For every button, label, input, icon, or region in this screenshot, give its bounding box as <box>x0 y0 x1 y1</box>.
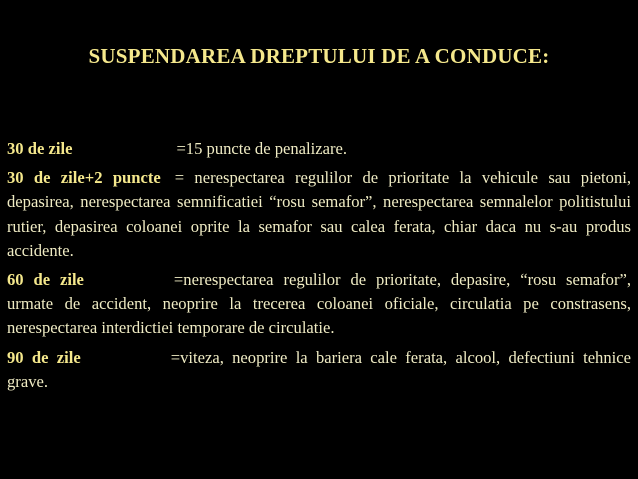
entry-text: =nerespectarea regulilor de prioritate, depasire, “rosu semafor”, urmate de accident, neoprire la trecerea coloanei oficiale, circulatia pe constrasens, nerespectarea interdictiei temporare de circulatie. <box>7 270 631 338</box>
entry-60-days <box>7 268 631 341</box>
entry-30-days-2-points <box>7 166 631 263</box>
entry-30-days <box>7 137 631 161</box>
suspension-list <box>7 137 631 399</box>
entry-text: =15 puncte de penalizare. <box>176 139 348 158</box>
entry-label: 30 de zile <box>7 139 73 158</box>
entry-label: 60 de zile <box>7 270 84 290</box>
entry-label: 90 de zile <box>7 347 81 367</box>
entry-90-days <box>7 346 631 394</box>
slide-title: SUSPENDAREA DREPTULUI DE A CONDUCE: <box>88 44 550 68</box>
entry-text: =viteza, neoprire la bariera cale ferata, alcool, defectiuni tehnice grave. <box>7 347 631 391</box>
entry-label: 30 de zile+2 puncte <box>7 168 161 188</box>
entry-text: = nerespectarea regulilor de prioritate la vehicule sau pietoni, depasirea, nerespectarea semnificatiei “rosu semafor”, nerespectarea semnalelor politistului rutier, depasirea coloanei oprite la semafor sau calea ferata, chiar daca nu s-au produs accidente. <box>7 168 632 260</box>
